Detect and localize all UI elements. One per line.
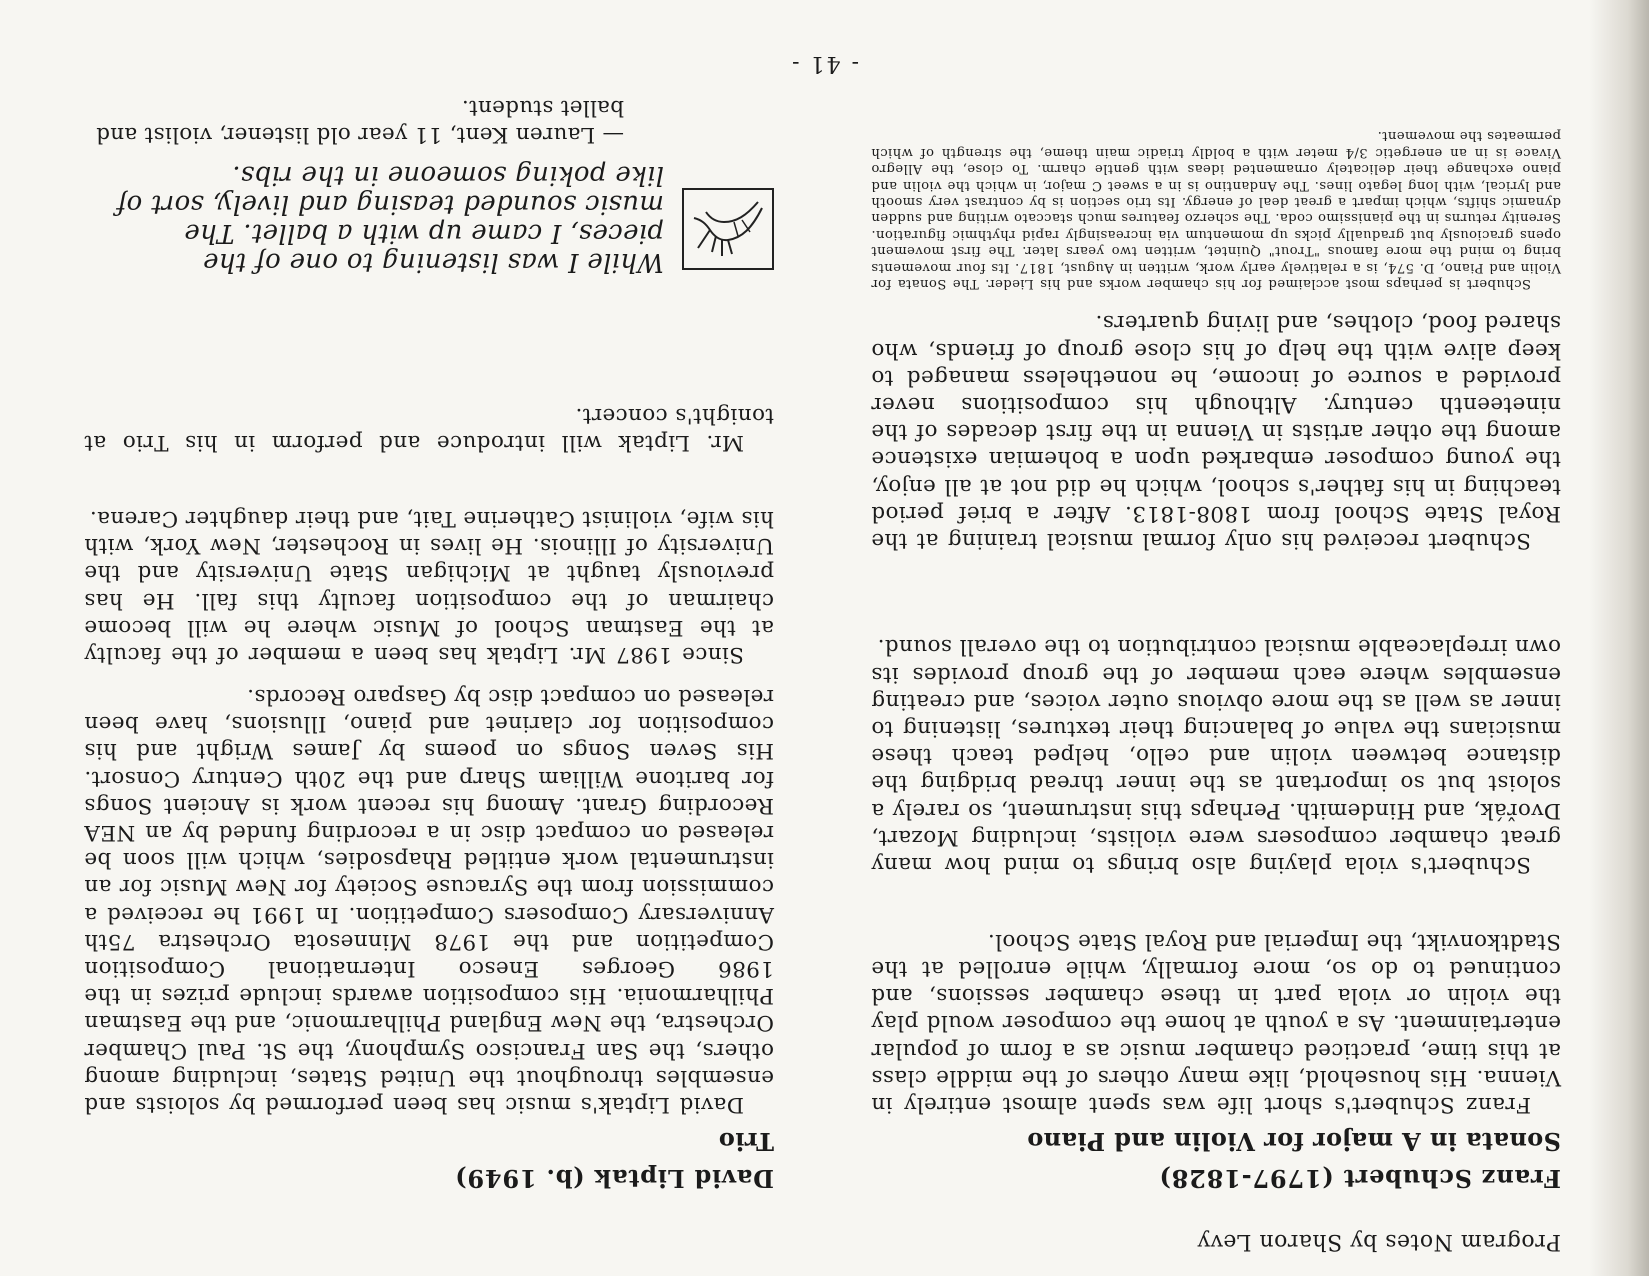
quote-attribution: — Lauren Kent, 11 year old listener, violist and ballet student. — [95, 95, 624, 147]
sonata-heading: Sonata in A major for Violin and Piano — [1026, 1127, 1561, 1156]
liptak-heading: David Liptak (b. 1949) — [454, 1164, 774, 1193]
quote-text: While I was listening to one of the pieces, I came up with a ballet. The music sounded teasing and lively, sort of like poking someone in the ribs. — [116, 160, 664, 277]
liptak-paragraph-2: Since 1987 Mr. Liptak has been a member of the faculty at the Eastman School of Music where he will become chairman of the composition faculty this fall. He has previously taught at Michigan State University and the University of Illinois. He lives in Rochester, New York, with his wife, violinist Catherine Tait, and their daughter Carena. — [84, 505, 774, 667]
schubert-paragraph-3: Schubert received his only formal musical training at the Royal State School from 1808-1813. After a brief period teaching in his father's school, which he did not at all enjoy, the young composer embarked upon a bohemian existence among the other artists in Vienna in the first decades of the nineteenth century. Although his compositions never provided a source of income, he nonetheless managed to keep alive with the help of his close group of friends, who shared food, clothes, and living quarters. — [871, 310, 1561, 553]
binding-shadow — [1589, 0, 1649, 1276]
schubert-paragraph-4: Schubert is perhaps most acclaimed for his chamber works and his Lieder. The Sonata for Violin and Piano, D. 574, is a relatively early work, written in August, 1817. Its four movements bring to mind the more famous "Trout" Quintet, written two years later. The first movement opens graciously but gradually picks up momentum via increasingly rapid rhythmic figuration. Serenity returns in the pianissimo coda. The scherzo features much staccato writing and sudden dynamic shifts, which impart a great deal of energy. Its trio section is by contrast very smooth and lyrical, with long legato lines. The Andantino is in a sweet C major, in which the violin and piano exchange their delicately ornamented ideas with gentle charm. To close, the Allegro Vivace is in an energetic 3/4 meter with a boldly triadic main theme, the strength of which permeates the movement. — [871, 128, 1561, 291]
trio-heading: Trio — [718, 1127, 774, 1156]
schubert-paragraph-2: Schubert's viola playing also brings to mind how many great chamber composers were violists, including Mozart, Dvořák, and Hindemith. Perhaps this instrument, so rarely a soloist but so important as the inner thread bridging the distance between violin and cello, helped teach these musicians the value of balancing their textures, listening to inner as well as the more obvious outer voices, and creating ensembles where each member of the group provides its own irreplaceable musical contribution to the overall sound. — [871, 634, 1561, 877]
hands-icon — [682, 188, 774, 270]
schubert-heading: Franz Schubert (1797-1828) — [1158, 1164, 1561, 1193]
schubert-paragraph-1: Franz Schubert's short life was spent almost entirely in Vienna. His household, like many others of the middle class at this time, practiced chamber music as a form of popular entertainment. As a youth at home the composer would play the violin or viola part in these chamber sessions, and continued to do so, more formally, while enrolled at the Stadtkonvikt, the Imperial and Royal State School. — [871, 928, 1561, 1117]
page-number: - 41 - — [790, 51, 859, 76]
liptak-paragraph-1: David Liptak's music has been performed by soloists and ensembles throughout the United States, including among others, the San Francisco Symphony, the St. Paul Chamber Orchestra, the New England Philharmonic, and the Eastman Philharmonia. His composition awards include prizes in the 1986 Georges Enesco International Composition Competition and the 1978 Minnesota Orchestra 75th Anniversary Composers Competition. In 1991 he received a commission from the Syracuse Society for New Music for an instrumental work entitled Rhapsodies, which will soon be released on compact disc in a recording funded by an NEA Recording Grant. Among his recent work is Ancient Songs for baritone William Sharp and the 20th Century Consort. His Seven Songs on poems by James Wright and his composition for clarinet and piano, Illusions, have been released on compact disc by Gasparo Records. — [84, 683, 774, 1117]
listener-quote — [84, 76, 774, 276]
liptak-paragraph-3: Mr. Liptak will introduce and perform in his Trio at tonight's concert. — [84, 402, 774, 455]
program-notes-byline: Program Notes by Sharon Levy — [1196, 1229, 1561, 1254]
